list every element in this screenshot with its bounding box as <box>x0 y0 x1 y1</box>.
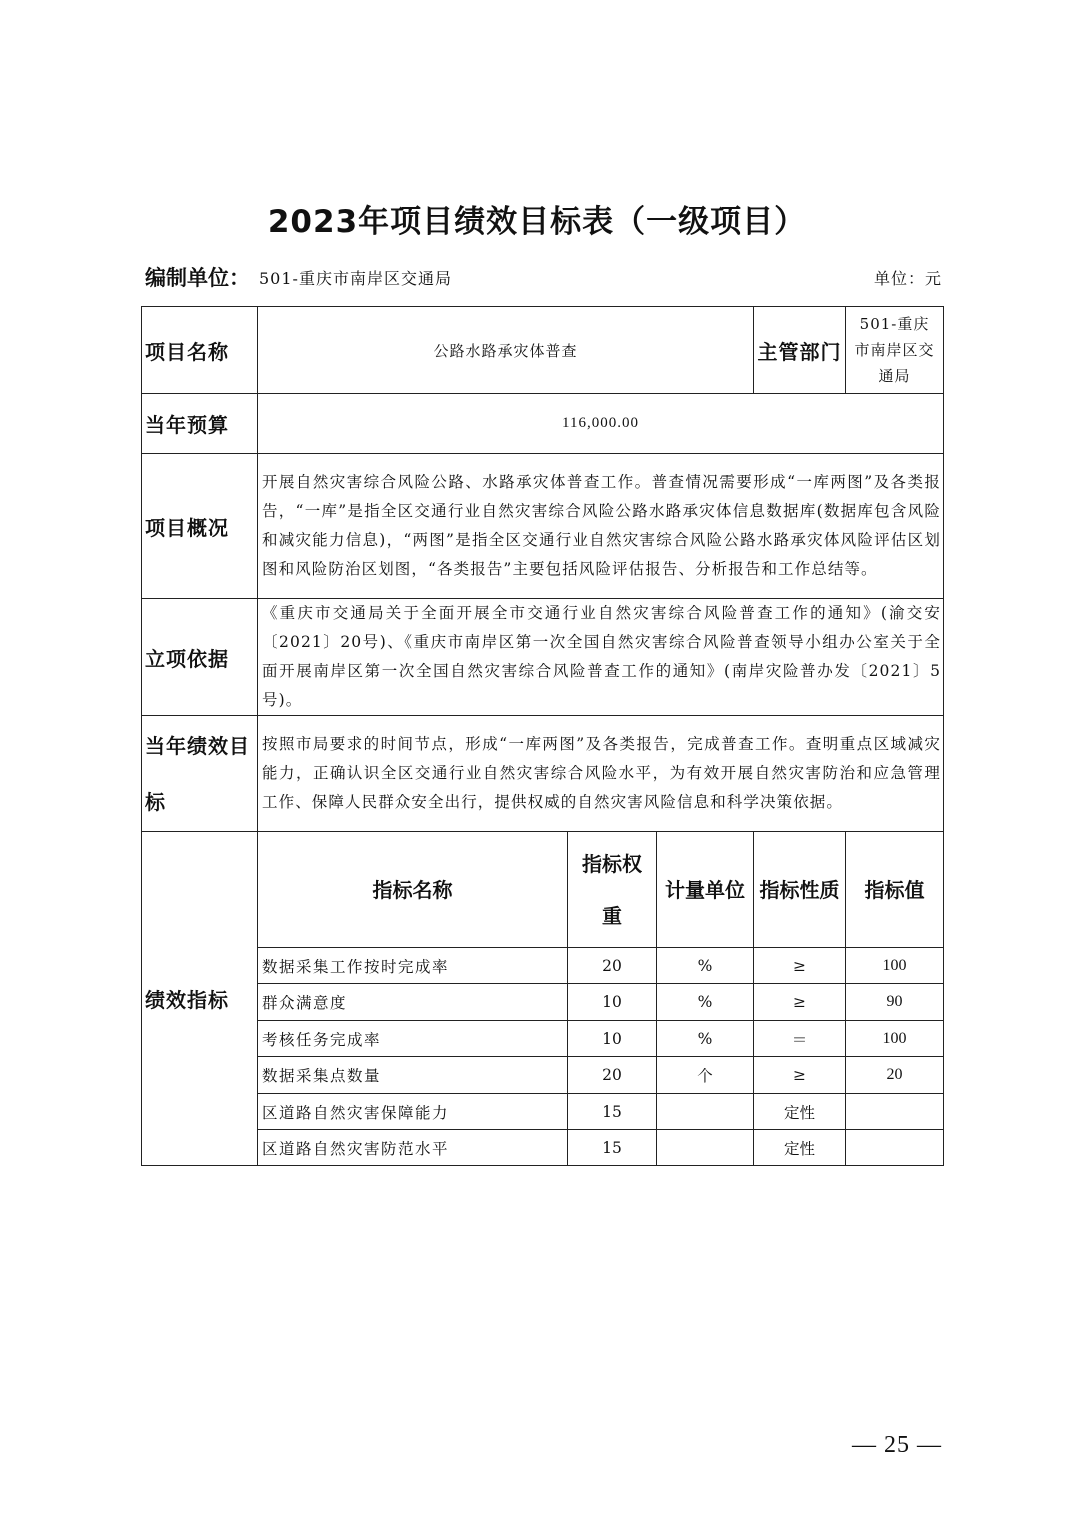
goal-text: 按照市局要求的时间节点，形成“一库两图”及各类报告，完成普查工作。查明重点区域减灾能力，正确认识全区交通行业自然灾害综合风险水平，为有效开展自然灾害防治和应急管理工作、保障人民群众安全出行，提供权威的自然灾害风险信息和科学决策依据。 <box>258 716 944 832</box>
dept-value <box>846 307 944 394</box>
indicator-nature: ≥ <box>754 948 846 984</box>
goal-label-line: 当年绩效目 <box>145 733 250 758</box>
page-number: — 25 — <box>852 1432 942 1458</box>
indicator-nature: 定性 <box>754 1094 846 1130</box>
indicator-weight: 10 <box>568 1021 657 1057</box>
indicator-name: 数据采集点数量 <box>258 1057 568 1094</box>
goal-row <box>142 716 944 832</box>
table-row <box>142 1130 944 1166</box>
project-name-value: 公路水路承灾体普查 <box>258 307 754 394</box>
overview-label: 项目概况 <box>142 454 258 599</box>
indicator-header-row <box>142 832 944 948</box>
project-name-row <box>142 307 944 394</box>
compiling-unit-value: 501-重庆市南岸区交通局 <box>259 269 452 288</box>
weight-header-line: 指标权 <box>582 851 642 876</box>
indicator-weight-header <box>568 832 657 948</box>
budget-row <box>142 394 944 454</box>
goal-label-line: 标 <box>145 789 166 814</box>
indicator-unit <box>657 1130 754 1166</box>
indicator-weight: 15 <box>568 1130 657 1166</box>
dept-value-line: 通局 <box>878 367 911 385</box>
basis-label: 立项依据 <box>142 599 258 716</box>
goal-label <box>142 716 258 832</box>
indicator-weight: 20 <box>568 1057 657 1094</box>
overview-text: 开展自然灾害综合风险公路、水路承灾体普查工作。普查情况需要形成“一库两图”及各类报告，“一库”是指全区交通行业自然灾害综合风险公路水路承灾体信息数据库(数据库包含风险和减灾能力信息)，“两图”是指全区交通行业自然灾害综合风险公路水路承灾体风险评估区划图和风险防治区划图，“各类报告”主要包括风险评估报告、分析报告和工作总结等。 <box>258 454 944 599</box>
indicator-name: 考核任务完成率 <box>258 1021 568 1057</box>
basis-text: 《重庆市交通局关于全面开展全市交通行业自然灾害综合风险普查工作的通知》(渝交安〔2021〕20号)、《重庆市南岸区第一次全国自然灾害综合风险普查领导小组办公室关于全面开展南岸区第一次全国自然灾害综合风险普查工作的通知》(南岸灾险普办发〔2021〕5号)。 <box>258 599 944 716</box>
indicators-section-label: 绩效指标 <box>142 832 258 1166</box>
indicator-value <box>846 1130 944 1166</box>
indicator-name: 数据采集工作按时完成率 <box>258 948 568 984</box>
indicator-weight: 20 <box>568 948 657 984</box>
indicator-nature: ＝ <box>754 1021 846 1057</box>
dept-value-line: 501-重庆 <box>859 315 930 333</box>
budget-value: 116,000.00 <box>258 394 944 454</box>
basis-row <box>142 599 944 716</box>
project-name-label: 项目名称 <box>142 307 258 394</box>
weight-header-line: 重 <box>602 903 622 928</box>
indicator-unit: 个 <box>657 1057 754 1094</box>
overview-row <box>142 454 944 599</box>
indicator-value: 90 <box>846 984 944 1021</box>
indicator-name-header: 指标名称 <box>258 832 568 948</box>
indicator-value <box>846 1094 944 1130</box>
dept-value-line: 市南岸区交 <box>854 341 935 359</box>
meta-row <box>145 262 942 292</box>
indicator-nature: ≥ <box>754 1057 846 1094</box>
indicator-weight: 10 <box>568 984 657 1021</box>
indicator-value-header: 指标值 <box>846 832 944 948</box>
indicator-unit: % <box>657 948 754 984</box>
indicator-unit-header: 计量单位 <box>657 832 754 948</box>
indicator-name: 群众满意度 <box>258 984 568 1021</box>
indicator-unit: % <box>657 984 754 1021</box>
table-row <box>142 984 944 1021</box>
indicator-unit: % <box>657 1021 754 1057</box>
indicator-nature-header: 指标性质 <box>754 832 846 948</box>
indicator-nature: 定性 <box>754 1130 846 1166</box>
table-row <box>142 948 944 984</box>
table-row <box>142 1057 944 1094</box>
performance-table <box>141 306 944 1166</box>
indicator-value: 100 <box>846 1021 944 1057</box>
currency-unit: 单位：元 <box>873 269 942 288</box>
indicator-nature: ≥ <box>754 984 846 1021</box>
page-title: 2023年项目绩效目标表（一级项目） <box>267 204 807 240</box>
indicator-unit <box>657 1094 754 1130</box>
compiling-unit-label: 编制单位： <box>145 266 250 290</box>
indicator-value: 20 <box>846 1057 944 1094</box>
indicator-name: 区道路自然灾害保障能力 <box>258 1094 568 1130</box>
indicator-value: 100 <box>846 948 944 984</box>
table-row <box>142 1021 944 1057</box>
indicator-name: 区道路自然灾害防范水平 <box>258 1130 568 1166</box>
indicator-weight: 15 <box>568 1094 657 1130</box>
budget-label: 当年预算 <box>142 394 258 454</box>
table-row <box>142 1094 944 1130</box>
dept-label: 主管部门 <box>754 307 846 394</box>
